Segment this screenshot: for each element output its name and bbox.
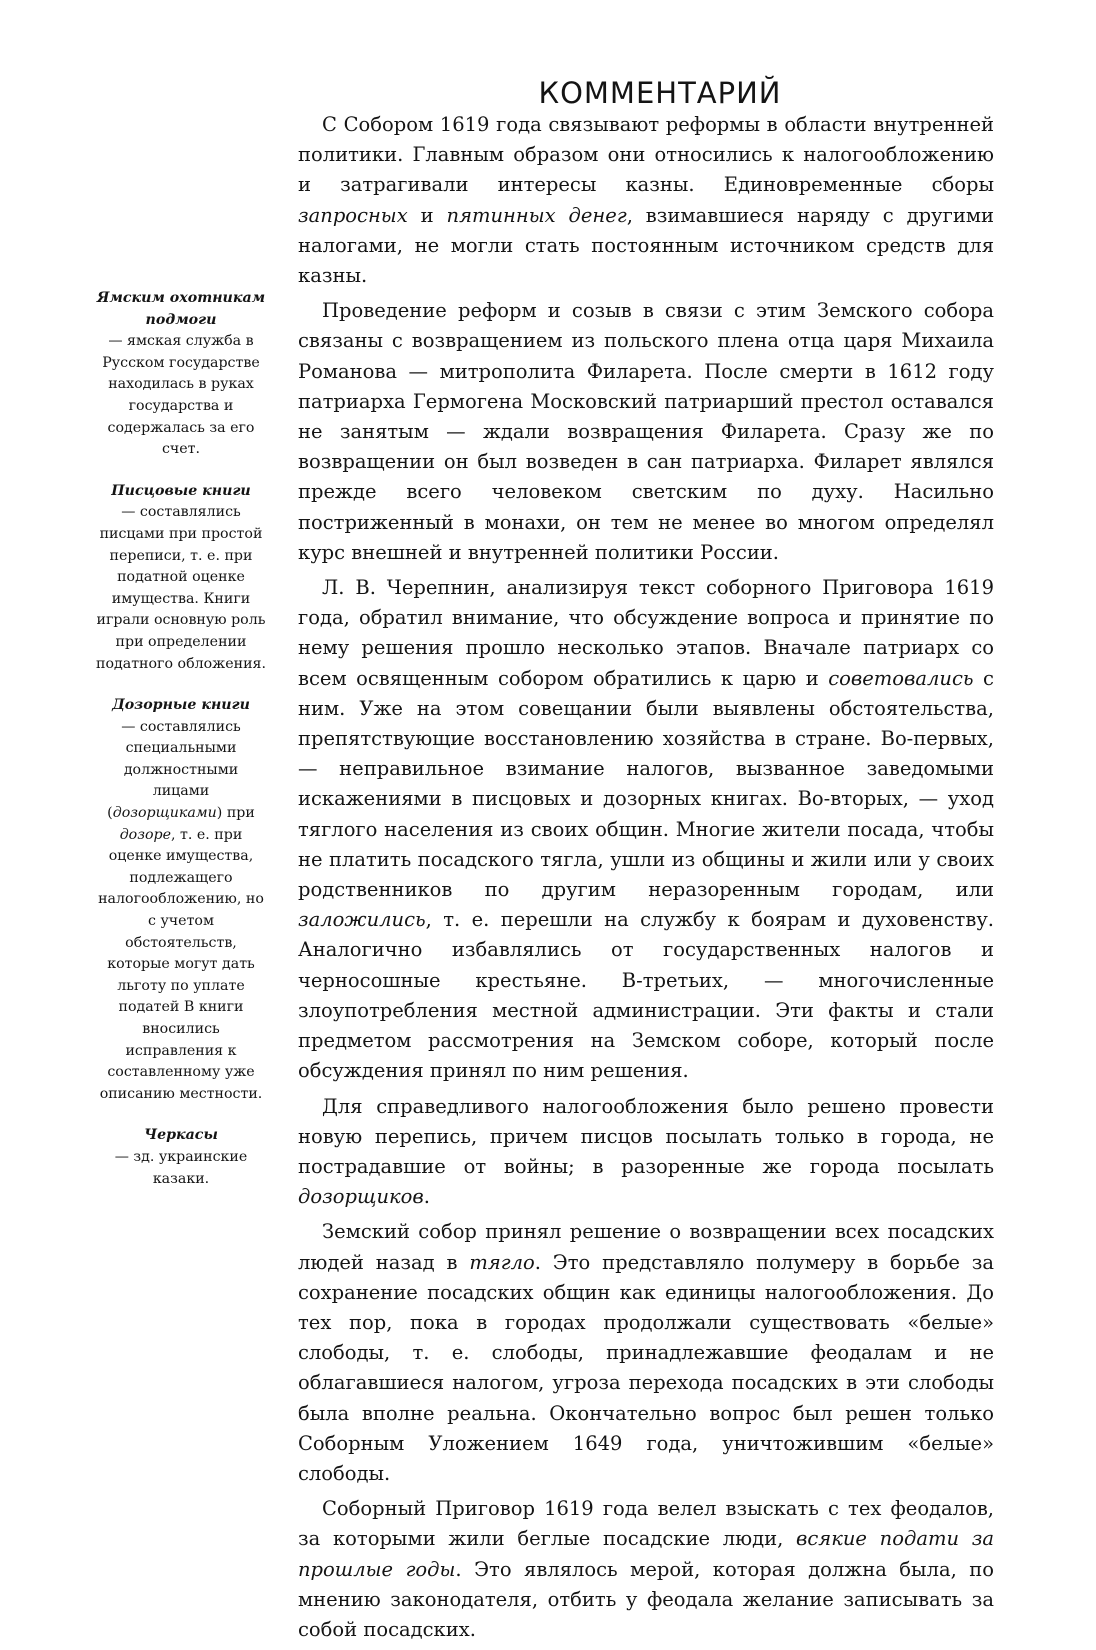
glossary-definition xyxy=(94,1147,268,1190)
glossary-entry xyxy=(94,1125,268,1190)
page-title: КОММЕНТАРИЙ xyxy=(538,76,782,110)
glossary-term: Писцовые книги xyxy=(111,482,251,499)
paragraph xyxy=(298,296,994,568)
text-run: — ямская служба в Русском государстве находилась в руках государства и содержалась за его счет. xyxy=(102,333,260,458)
text-run: — зд. украинские казаки. xyxy=(114,1148,248,1187)
paragraph xyxy=(298,1217,994,1489)
paragraph xyxy=(298,110,994,291)
text-run: С Собором 1619 года связывают реформы в области внутренней политики. Главным образом они относились к налогообложению и затрагивали интересы казны. Единовременные сборы xyxy=(298,113,994,197)
glossary-sidebar xyxy=(94,288,268,1210)
text-run: . xyxy=(423,1185,430,1209)
glossary-definition xyxy=(94,502,268,675)
text-run: советовались xyxy=(828,666,974,690)
text-run: — составлялись писцами при простой переписи, т. е. при податной оценке имущества. Книги играли основную роль при определении податного обложения. xyxy=(96,504,266,672)
glossary-term: Черкасы xyxy=(144,1127,218,1144)
text-run: пятинных денег xyxy=(446,203,627,227)
text-run: тягло xyxy=(469,1250,535,1274)
text-run: ) при xyxy=(216,805,255,822)
text-run: всякие подати за прошлые годы xyxy=(298,1527,995,1581)
text-run: , т. е. при оценке имущества, подлежащего налогообложению, но с учетом обстоятельств, которые могут дать льготу по уплате податей В книги вносились исправления к составленному уже описанию местности. xyxy=(98,826,264,1102)
text-run: и xyxy=(407,203,447,227)
text-run: Соборный Приговор 1619 года велел взыскать с тех феодалов, за которыми жили беглые посадские люди, xyxy=(298,1497,994,1551)
text-run: Л. В. Черепнин, анализируя текст соборного Приговора 1619 года, обратил внимание, что обсуждение вопроса и принятие по нему решения прошло несколько этапов. Вначале патриарх со всем освященным собором обратились к царю и xyxy=(298,576,994,690)
text-run: заложились xyxy=(298,908,426,932)
text-run: дозорщиков xyxy=(298,1185,424,1209)
text-run: дозоре xyxy=(119,826,171,843)
glossary-term: Ямским охотникам подмоги xyxy=(96,290,266,328)
glossary-entry xyxy=(94,288,268,461)
text-run: , взимавшиеся наряду с другими налогами, не могли стать постоянным источником средств для казны. xyxy=(298,203,994,288)
text-run: с ним. Уже на этом совещании были выявлены обстоятельства, препятствующие восстановлению хозяйства в стране. Во-первых, — неправильное взимание налогов, вызванное заведомыми искажениями в писцовых и дозорных книгах. Во-вторых, — уход тяглого населения из своих общин. Многие жители посада, чтобы не платить посадского тягла, ушли из общины и жили или у своих родственников по другим неразоренным городам, или xyxy=(298,666,994,902)
glossary-definition xyxy=(94,717,268,1106)
text-run: Проведение реформ и созыв в связи с этим Земского собора связаны с возвращением из польского плена отца царя Михаила Романова — митрополита Филарета. После смерти в 1612 году патриарха Гермогена Московский патриарший престол оставался не занятым — ждали возвращения Филарета. Сразу же по возвращении он был возведен в сан патриарха. Филарет являлся прежде всего человеком светским по духу. Насильно постриженный в монахи, он тем не менее во многом определял курс внешней и внутренней политики России. xyxy=(298,299,994,564)
text-run: Земский собор принял решение о возвращении всех посадских людей назад в xyxy=(298,1220,994,1274)
text-run: . Это представляло полумеру в борьбе за сохранение посадских общин как единицы налогообложения. До тех пор, пока в городах продолжали существовать «белые» слободы, т. е. слободы, принадлежавшие феодалам и не облагавшиеся налогом, угроза перехода посадских в эти слободы была вполне реальна. Окончательно вопрос был решен только Соборным Уложением 1649 года, уничтожившим «белые» слободы. xyxy=(298,1250,994,1485)
text-run: запросных xyxy=(298,203,408,227)
text-run: — составлялись специальными должностными лицами ( xyxy=(107,718,241,822)
text-run: , т. е. перешли на службу к боярам и духовенству. Аналогично избавлялись от государственных налогов и черносошные крестьяне. В-третьих, — многочисленные злоупотребления местной администрации. Эти факты и стали предметом рассмотрения на Земском соборе, который после обсуждения принял по ним решения. xyxy=(298,908,994,1083)
text-run: Для справедливого налогообложения было решено провести новую перепись, причем писцов посылать только в города, не пострадавшие от войны; в разоренные же города посылать xyxy=(298,1094,994,1178)
paragraph xyxy=(298,1092,994,1213)
text-run: дозорщиками xyxy=(112,805,217,822)
glossary-entry xyxy=(94,695,268,1105)
glossary-entry xyxy=(94,481,268,675)
paragraph xyxy=(298,573,994,1086)
commentary-body xyxy=(298,110,994,1650)
text-run: . Это являлось мерой, которая должна была, по мнению законодателя, отбить у феодала желание записывать за собой посадских. xyxy=(298,1557,994,1641)
glossary-term: Дозорные книги xyxy=(112,697,250,714)
paragraph xyxy=(298,1494,994,1645)
glossary-definition xyxy=(94,331,268,461)
